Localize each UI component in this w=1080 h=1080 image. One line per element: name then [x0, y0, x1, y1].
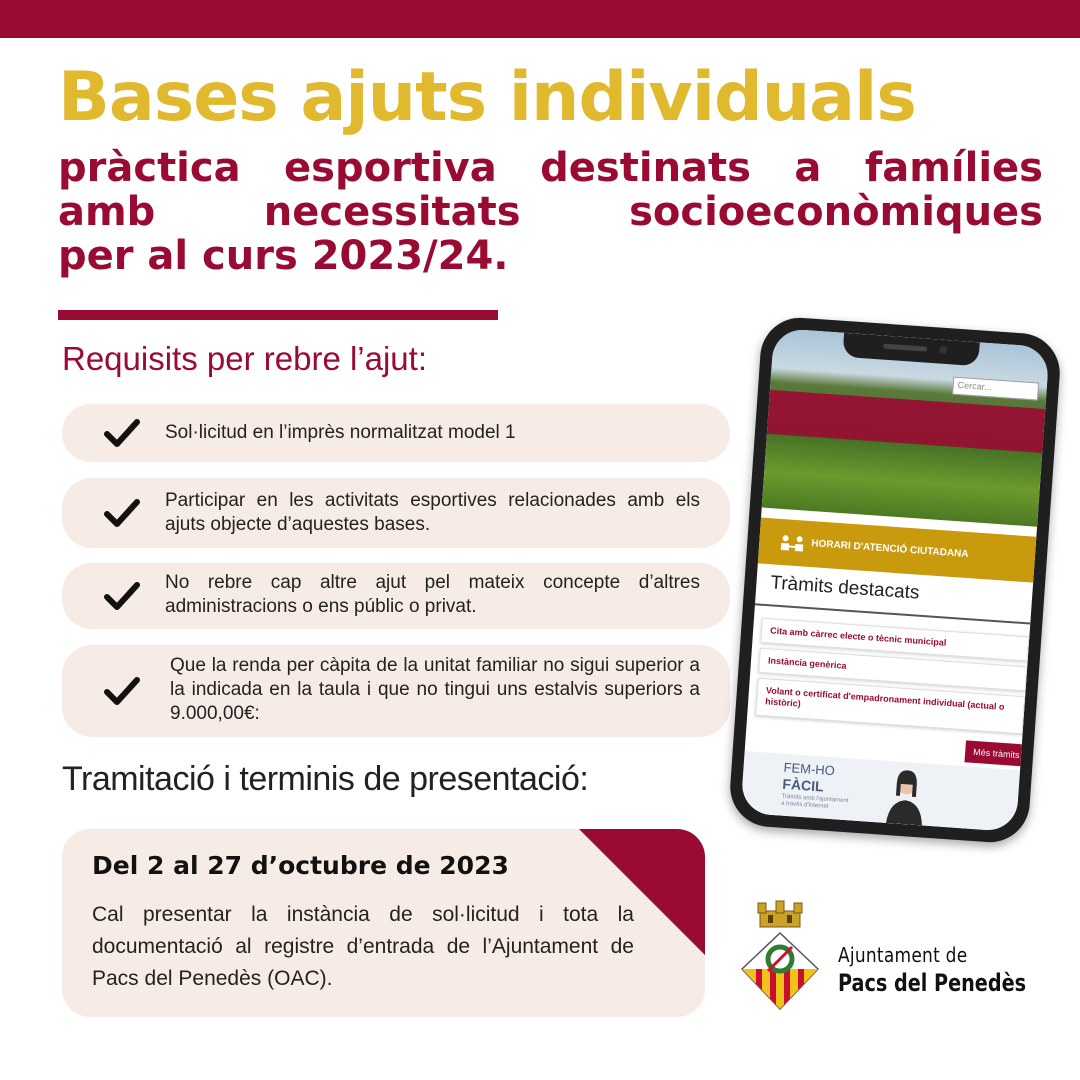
- organization-line2: Pacs del Penedès: [838, 969, 1027, 997]
- requirement-text: Participar en les activitats esportives relacionades amb els ajuts objecte d’aquestes bases.: [165, 490, 700, 535]
- requirements-heading: Requisits per rebre l’ajut:: [62, 340, 427, 377]
- people-icon: [779, 533, 806, 553]
- processing-heading: Tramitació i terminis de presentació:: [62, 760, 589, 798]
- requirement-text: No rebre cap altre ajut pel mateix concepte d’altres administracions o ens públic o privat.: [165, 572, 700, 617]
- banner-small-text: Tràmits amb l'ajuntament a través d'internet: [780, 793, 849, 810]
- check-icon: [102, 413, 142, 453]
- subtitle-line: pràctica esportiva destinats a famílies: [58, 145, 1043, 191]
- phone-mockup: [745, 325, 1045, 835]
- page-subtitle: [58, 146, 1043, 278]
- more-procedures-button[interactable]: Més tràmits: [964, 740, 1021, 766]
- requirement-item: [62, 404, 730, 462]
- check-icon: [102, 671, 142, 711]
- organization-name: [838, 942, 1073, 998]
- phone-screen: [740, 328, 1049, 832]
- procedure-item[interactable]: Instància genèrica: [758, 648, 1027, 692]
- search-input[interactable]: Cercar...: [952, 377, 1039, 401]
- check-icon: [102, 576, 142, 616]
- hours-banner[interactable]: [758, 518, 1037, 583]
- deadline-card: [62, 829, 705, 1017]
- person-photo: [880, 765, 932, 826]
- deadline-dates: Del 2 al 27 d’octubre de 2023: [92, 851, 509, 880]
- requirement-item: [62, 478, 730, 548]
- procedure-item[interactable]: Cita amb càrrec electe o tècnic municipal: [760, 618, 1029, 662]
- organization-line1: Ajuntament de: [838, 943, 968, 967]
- requirement-text: Que la renda per càpita de la unitat familiar no sigui superior a la indicada en la taula i que no tingui uns estalvis superiors a 9.000,00€:: [170, 655, 700, 724]
- requirement-item: [62, 645, 730, 737]
- deadline-body: Cal presentar la instància de sol·licitud i tota la documentació al registre d’entrada de l’Ajuntament de Pacs del Penedès (OAC).: [92, 903, 634, 990]
- banner-line1: FEM-HO: [783, 759, 836, 779]
- subtitle-line: amb necessitats socioeconòmiques: [58, 189, 1043, 235]
- page-title: Bases ajuts individuals: [58, 58, 916, 137]
- check-icon: [102, 493, 142, 533]
- banner-line2: FÀCIL: [781, 775, 825, 795]
- requirement-text: Sol·licitud en l’imprès normalitzat model 1: [165, 422, 516, 443]
- requirement-item: [62, 563, 730, 629]
- featured-procedures-heading: Tràmits destacats: [769, 572, 921, 604]
- crest-icon: [738, 897, 822, 1017]
- top-bar: [0, 0, 1080, 38]
- subtitle-line: per al curs 2023/24.: [58, 233, 509, 279]
- title-divider: [58, 310, 498, 320]
- procedure-item[interactable]: Volant o certificat d'empadronament individual (actual o històric): [755, 678, 1025, 735]
- hours-label: HORARI D'ATENCIÓ CIUTADANA: [810, 538, 969, 561]
